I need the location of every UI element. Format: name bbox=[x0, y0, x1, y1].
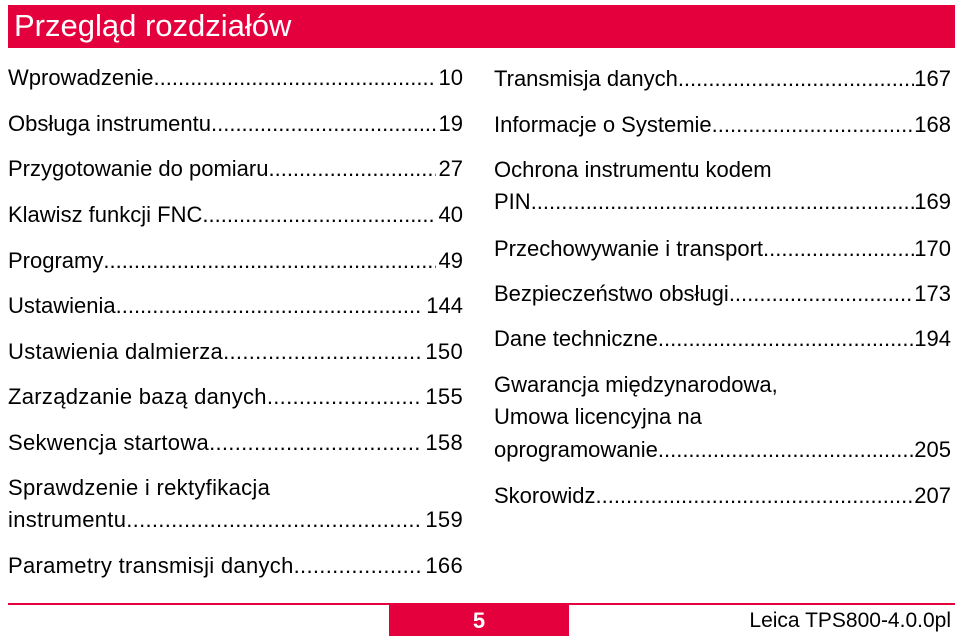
leader-dots bbox=[268, 156, 435, 182]
toc-page-number: 194 bbox=[914, 326, 951, 351]
toc-label: oprogramowanie bbox=[494, 437, 658, 462]
toc-label: Wprowadzenie bbox=[8, 65, 154, 90]
toc-label-line1: Sprawdzenie i rektyfikacja bbox=[8, 475, 271, 500]
toc-page-number: 158 bbox=[425, 430, 463, 455]
toc-entry-skorowidz[interactable] bbox=[494, 483, 951, 509]
leader-dots bbox=[209, 430, 422, 456]
leader-dots bbox=[116, 293, 424, 319]
toc-entry-obsluga-instrumentu[interactable] bbox=[8, 111, 463, 137]
toc-label: Sekwencja startowa bbox=[8, 430, 210, 455]
toc-entry-klawisz-funkcji-fnc[interactable] bbox=[8, 202, 463, 228]
toc-entry-parametry-transmisji-danych[interactable] bbox=[8, 553, 463, 579]
toc-page-number: 19 bbox=[438, 111, 463, 136]
toc-page-number: 150 bbox=[425, 339, 463, 364]
toc-page-number: 159 bbox=[425, 507, 463, 532]
toc-entry-ochrona-instrumentu-kodem-pin[interactable] bbox=[494, 157, 951, 215]
toc-entry-bezpieczenstwo-obslugi[interactable] bbox=[494, 281, 951, 307]
leader-dots bbox=[103, 248, 435, 274]
toc-page-number: 170 bbox=[914, 236, 951, 261]
toc-page-number: 167 bbox=[914, 66, 951, 91]
leader-dots bbox=[712, 112, 915, 138]
toc-entry-wprowadzenie[interactable] bbox=[8, 65, 463, 91]
toc-page-number: 173 bbox=[914, 281, 951, 306]
leader-dots bbox=[294, 553, 423, 579]
toc-label: Ustawienia bbox=[8, 293, 116, 318]
leader-dots bbox=[223, 339, 422, 365]
toc-label: Skorowidz bbox=[494, 483, 596, 508]
toc-entry-ustawienia-dalmierza[interactable] bbox=[8, 339, 463, 365]
toc-page-number: 168 bbox=[914, 112, 951, 137]
leader-dots bbox=[267, 384, 423, 410]
leader-dots bbox=[658, 437, 914, 463]
leader-dots bbox=[531, 189, 915, 215]
toc-label: Parametry transmisji danych bbox=[8, 553, 294, 578]
toc-entry-przechowywanie-i-transport[interactable] bbox=[494, 236, 951, 262]
leader-dots bbox=[658, 326, 914, 352]
toc-label: Ustawienia dalmierza bbox=[8, 339, 224, 364]
toc-page-number: 169 bbox=[914, 189, 951, 214]
toc-label: Programy bbox=[8, 248, 104, 273]
leader-dots bbox=[126, 507, 422, 533]
toc-entry-sekwencja-startowa[interactable] bbox=[8, 430, 463, 456]
leader-dots bbox=[678, 66, 914, 92]
toc-page-number: 207 bbox=[914, 483, 951, 508]
toc-entry-zarzadzanie-baza-danych[interactable] bbox=[8, 384, 463, 410]
toc-page-number: 144 bbox=[426, 293, 463, 318]
toc-label-line1: Ochrona instrumentu kodem bbox=[494, 157, 772, 182]
toc-entry-dane-techniczne[interactable] bbox=[494, 326, 951, 352]
toc-page-number: 10 bbox=[438, 65, 463, 90]
toc-page-number: 155 bbox=[425, 384, 463, 409]
toc-page-number: 166 bbox=[425, 553, 463, 578]
toc-entry-gwarancja-miedzynarodowa[interactable] bbox=[494, 372, 951, 463]
toc-label: Transmisja danych bbox=[494, 66, 678, 91]
toc-label: Bezpieczeństwo obsługi bbox=[494, 281, 729, 306]
toc-entry-informacje-o-systemie[interactable] bbox=[494, 112, 951, 138]
chapter-overview-header bbox=[8, 5, 955, 48]
product-name: Leica TPS800-4.0.0pl bbox=[749, 609, 951, 632]
toc-label-line2: Umowa licencyjna na bbox=[494, 404, 702, 429]
toc-label: Dane techniczne bbox=[494, 326, 658, 351]
toc-label: Zarządzanie bazą danych bbox=[8, 384, 267, 409]
leader-dots bbox=[729, 281, 914, 307]
toc-label: instrumentu bbox=[8, 507, 127, 532]
toc-entry-programy[interactable] bbox=[8, 248, 463, 274]
toc-label: Informacje o Systemie bbox=[494, 112, 712, 137]
leader-dots bbox=[202, 202, 435, 228]
toc-label-line1: Gwarancja międzynarodowa, bbox=[494, 372, 778, 397]
toc-label: Przygotowanie do pomiaru bbox=[8, 156, 269, 181]
page-title: Przegląd rozdziałów bbox=[14, 8, 292, 43]
toc-page-number: 49 bbox=[438, 248, 463, 273]
toc-page-number: 205 bbox=[914, 437, 951, 462]
toc-label: Przechowywanie i transport bbox=[494, 236, 764, 261]
page-number-box bbox=[389, 604, 569, 636]
leader-dots bbox=[595, 483, 914, 509]
leader-dots bbox=[211, 111, 436, 137]
leader-dots bbox=[763, 236, 914, 262]
toc-label: PIN bbox=[494, 189, 531, 214]
toc-entry-transmisja-danych[interactable] bbox=[494, 66, 951, 92]
toc-page-number: 40 bbox=[438, 202, 463, 227]
toc-label: Obsługa instrumentu bbox=[8, 111, 211, 136]
toc-entry-ustawienia[interactable] bbox=[8, 293, 463, 319]
leader-dots bbox=[154, 65, 436, 91]
toc-entry-przygotowanie-do-pomiaru[interactable] bbox=[8, 156, 463, 182]
toc-page-number: 27 bbox=[438, 156, 463, 181]
page-number: 5 bbox=[472, 608, 486, 633]
toc-entry-sprawdzenie-i-rektyfikacja[interactable] bbox=[8, 475, 463, 533]
toc-label: Klawisz funkcji FNC bbox=[8, 202, 203, 227]
